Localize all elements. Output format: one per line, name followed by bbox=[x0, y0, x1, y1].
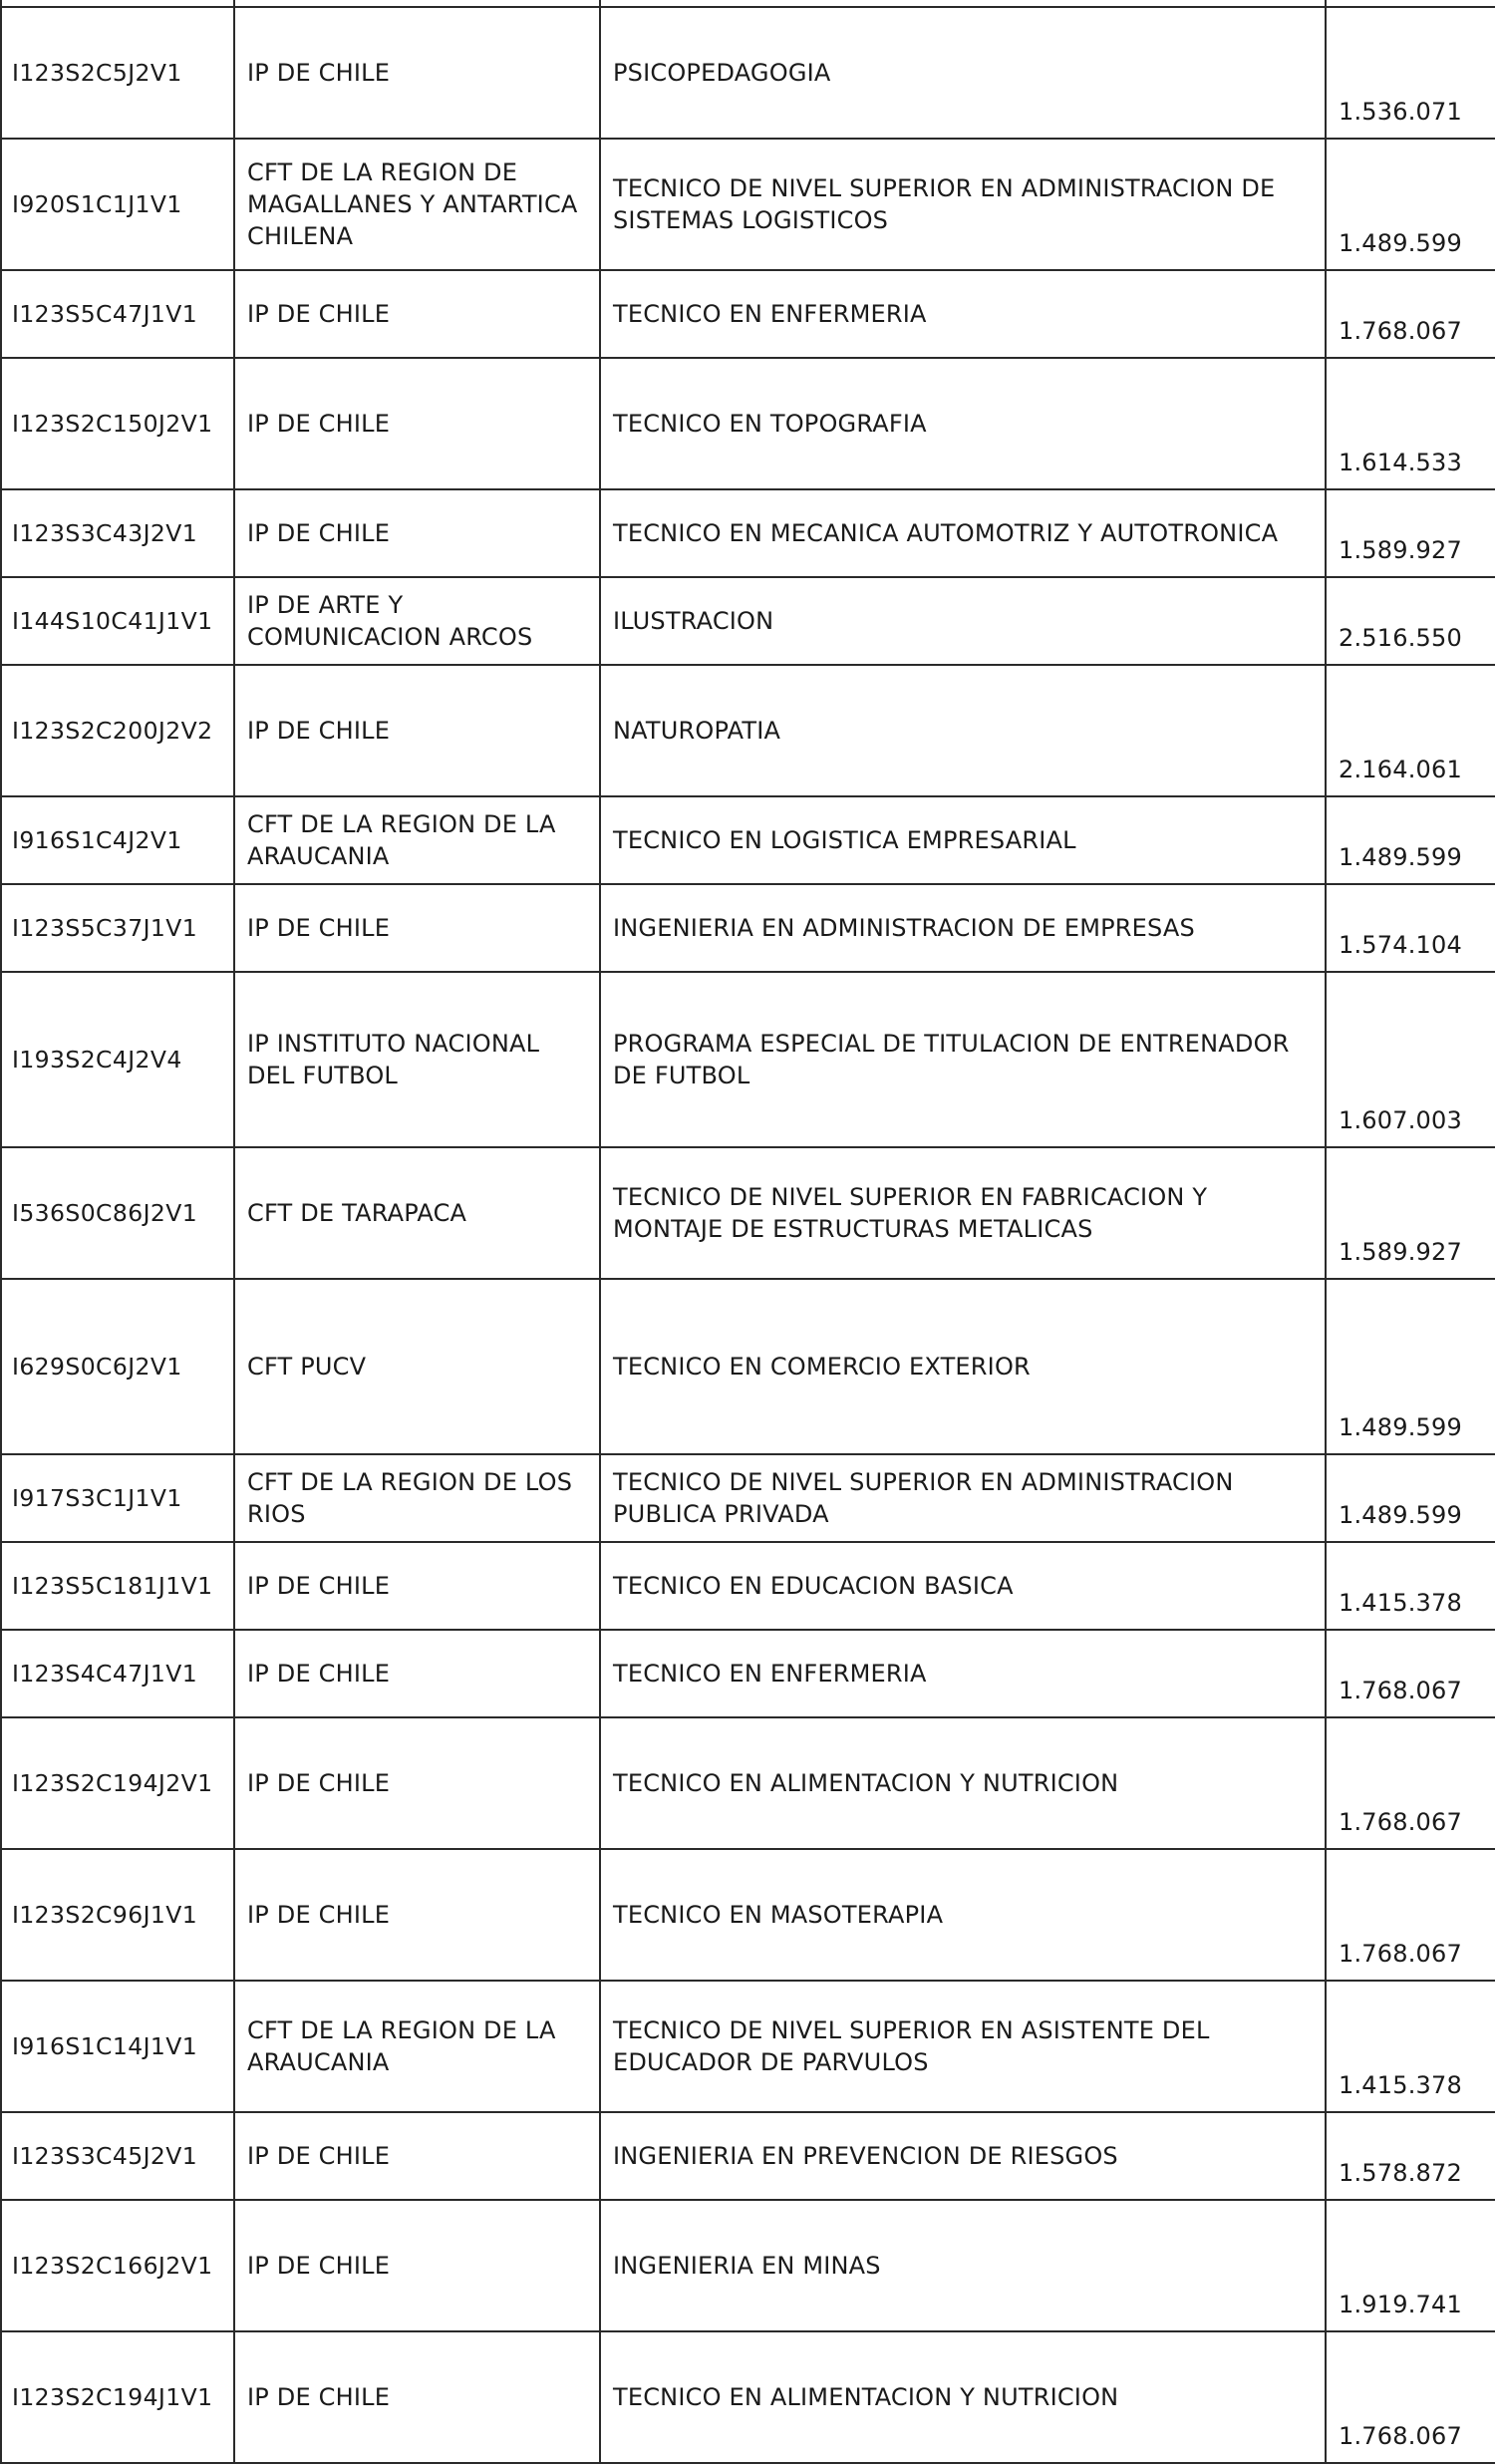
code-cell: I536S0C86J2V1 bbox=[1, 1147, 234, 1279]
table-row bbox=[1, 1454, 1495, 1542]
table-cell-empty bbox=[234, 0, 600, 7]
amount-cell: 1.768.067 bbox=[1326, 1849, 1495, 1981]
amount-cell: 1.919.741 bbox=[1326, 2200, 1495, 2331]
code-cell: I916S1C4J2V1 bbox=[1, 796, 234, 884]
program-cell: INGENIERIA EN MINAS bbox=[600, 2200, 1326, 2331]
amount-cell: 2.164.061 bbox=[1326, 665, 1495, 796]
table-row bbox=[1, 1981, 1495, 2112]
program-cell: TECNICO EN EDUCACION BASICA bbox=[600, 1542, 1326, 1630]
amount-cell: 1.607.003 bbox=[1326, 972, 1495, 1147]
program-cell: TECNICO EN ALIMENTACION Y NUTRICION bbox=[600, 2331, 1326, 2463]
program-cell: INGENIERIA EN ADMINISTRACION DE EMPRESAS bbox=[600, 884, 1326, 972]
amount-cell: 1.415.378 bbox=[1326, 1542, 1495, 1630]
code-cell: I123S3C45J2V1 bbox=[1, 2112, 234, 2200]
program-cell: TECNICO EN MASOTERAPIA bbox=[600, 1849, 1326, 1981]
program-cell: TECNICO DE NIVEL SUPERIOR EN ADMINISTRACION PUBLICA PRIVADA bbox=[600, 1454, 1326, 1542]
institution-cell: CFT DE LA REGION DE LA ARAUCANIA bbox=[234, 796, 600, 884]
institution-cell: IP DE CHILE bbox=[234, 2112, 600, 2200]
code-cell: I123S2C5J2V1 bbox=[1, 7, 234, 139]
amount-cell: 1.768.067 bbox=[1326, 2331, 1495, 2463]
amount-cell: 1.489.599 bbox=[1326, 796, 1495, 884]
table-row bbox=[1, 577, 1495, 665]
amount-cell: 1.578.872 bbox=[1326, 2112, 1495, 2200]
table-row bbox=[1, 489, 1495, 577]
code-cell: I123S2C166J2V1 bbox=[1, 2200, 234, 2331]
table-row bbox=[1, 358, 1495, 489]
table-cell-empty bbox=[600, 0, 1326, 7]
institution-cell: IP DE CHILE bbox=[234, 1542, 600, 1630]
amount-cell: 1.614.533 bbox=[1326, 358, 1495, 489]
table-row bbox=[1, 1630, 1495, 1717]
code-cell: I123S2C194J1V1 bbox=[1, 2331, 234, 2463]
code-cell: I920S1C1J1V1 bbox=[1, 139, 234, 270]
program-cell: TECNICO EN TOPOGRAFIA bbox=[600, 358, 1326, 489]
code-cell: I123S2C194J2V1 bbox=[1, 1717, 234, 1849]
institution-cell: IP DE ARTE Y COMUNICACION ARCOS bbox=[234, 577, 600, 665]
amount-cell: 1.574.104 bbox=[1326, 884, 1495, 972]
amount-cell: 1.768.067 bbox=[1326, 1630, 1495, 1717]
institution-cell: IP DE CHILE bbox=[234, 2200, 600, 2331]
institution-cell: IP DE CHILE bbox=[234, 1849, 600, 1981]
amount-cell: 1.489.599 bbox=[1326, 1279, 1495, 1454]
table-row bbox=[1, 884, 1495, 972]
institution-cell: CFT PUCV bbox=[234, 1279, 600, 1454]
institution-cell: IP DE CHILE bbox=[234, 7, 600, 139]
amount-cell: 1.768.067 bbox=[1326, 270, 1495, 358]
table-row bbox=[1, 1147, 1495, 1279]
table-row bbox=[1, 1542, 1495, 1630]
table-row bbox=[1, 796, 1495, 884]
table-row bbox=[1, 2200, 1495, 2331]
amount-cell: 1.489.599 bbox=[1326, 1454, 1495, 1542]
institution-cell: IP DE CHILE bbox=[234, 489, 600, 577]
table-row bbox=[1, 665, 1495, 796]
table-row bbox=[1, 1279, 1495, 1454]
code-cell: I629S0C6J2V1 bbox=[1, 1279, 234, 1454]
institution-cell: IP DE CHILE bbox=[234, 1630, 600, 1717]
amount-cell: 1.589.927 bbox=[1326, 1147, 1495, 1279]
code-cell: I916S1C14J1V1 bbox=[1, 1981, 234, 2112]
amount-cell: 2.516.550 bbox=[1326, 577, 1495, 665]
institution-cell: CFT DE TARAPACA bbox=[234, 1147, 600, 1279]
institution-cell: CFT DE LA REGION DE LA ARAUCANIA bbox=[234, 1981, 600, 2112]
table-row bbox=[1, 1849, 1495, 1981]
institution-cell: IP DE CHILE bbox=[234, 884, 600, 972]
table-row bbox=[1, 972, 1495, 1147]
table-row bbox=[1, 1717, 1495, 1849]
table-row bbox=[1, 2331, 1495, 2463]
program-cell: TECNICO EN COMERCIO EXTERIOR bbox=[600, 1279, 1326, 1454]
amount-cell: 1.768.067 bbox=[1326, 1717, 1495, 1849]
institution-cell: IP DE CHILE bbox=[234, 1717, 600, 1849]
program-cell: TECNICO EN MECANICA AUTOMOTRIZ Y AUTOTRONICA bbox=[600, 489, 1326, 577]
program-cell: TECNICO EN ENFERMERIA bbox=[600, 1630, 1326, 1717]
code-cell: I144S10C41J1V1 bbox=[1, 577, 234, 665]
table-cell-empty bbox=[1326, 0, 1495, 7]
code-cell: I193S2C4J2V4 bbox=[1, 972, 234, 1147]
table-row-continuation bbox=[1, 0, 1495, 7]
program-cell: PSICOPEDAGOGIA bbox=[600, 7, 1326, 139]
table-row bbox=[1, 270, 1495, 358]
amount-cell: 1.415.378 bbox=[1326, 1981, 1495, 2112]
code-cell: I123S2C200J2V2 bbox=[1, 665, 234, 796]
table-row bbox=[1, 7, 1495, 139]
amount-cell: 1.489.599 bbox=[1326, 139, 1495, 270]
program-cell: TECNICO DE NIVEL SUPERIOR EN ADMINISTRACION DE SISTEMAS LOGISTICOS bbox=[600, 139, 1326, 270]
code-cell: I917S3C1J1V1 bbox=[1, 1454, 234, 1542]
program-cell: TECNICO EN LOGISTICA EMPRESARIAL bbox=[600, 796, 1326, 884]
program-cell: TECNICO DE NIVEL SUPERIOR EN ASISTENTE DEL EDUCADOR DE PARVULOS bbox=[600, 1981, 1326, 2112]
institution-cell: IP INSTITUTO NACIONAL DEL FUTBOL bbox=[234, 972, 600, 1147]
institution-cell: CFT DE LA REGION DE MAGALLANES Y ANTARTICA CHILENA bbox=[234, 139, 600, 270]
code-cell: I123S2C150J2V1 bbox=[1, 358, 234, 489]
program-cell: NATUROPATIA bbox=[600, 665, 1326, 796]
code-cell: I123S5C37J1V1 bbox=[1, 884, 234, 972]
program-cell: TECNICO EN ALIMENTACION Y NUTRICION bbox=[600, 1717, 1326, 1849]
institution-cell: IP DE CHILE bbox=[234, 2331, 600, 2463]
program-cell: INGENIERIA EN PREVENCION DE RIESGOS bbox=[600, 2112, 1326, 2200]
institution-cell: IP DE CHILE bbox=[234, 665, 600, 796]
code-cell: I123S3C43J2V1 bbox=[1, 489, 234, 577]
program-cell: TECNICO DE NIVEL SUPERIOR EN FABRICACION Y MONTAJE DE ESTRUCTURAS METALICAS bbox=[600, 1147, 1326, 1279]
amount-cell: 1.589.927 bbox=[1326, 489, 1495, 577]
table-cell-empty bbox=[1, 0, 234, 7]
table-row bbox=[1, 2112, 1495, 2200]
program-cell: ILUSTRACION bbox=[600, 577, 1326, 665]
program-cell: PROGRAMA ESPECIAL DE TITULACION DE ENTRENADOR DE FUTBOL bbox=[600, 972, 1326, 1147]
code-cell: I123S4C47J1V1 bbox=[1, 1630, 234, 1717]
institution-cell: CFT DE LA REGION DE LOS RIOS bbox=[234, 1454, 600, 1542]
code-cell: I123S5C181J1V1 bbox=[1, 1542, 234, 1630]
institution-cell: IP DE CHILE bbox=[234, 358, 600, 489]
code-cell: I123S2C96J1V1 bbox=[1, 1849, 234, 1981]
table-body bbox=[1, 0, 1495, 2463]
institution-cell: IP DE CHILE bbox=[234, 270, 600, 358]
amount-cell: 1.536.071 bbox=[1326, 7, 1495, 139]
code-cell: I123S5C47J1V1 bbox=[1, 270, 234, 358]
program-cell: TECNICO EN ENFERMERIA bbox=[600, 270, 1326, 358]
table-row bbox=[1, 139, 1495, 270]
